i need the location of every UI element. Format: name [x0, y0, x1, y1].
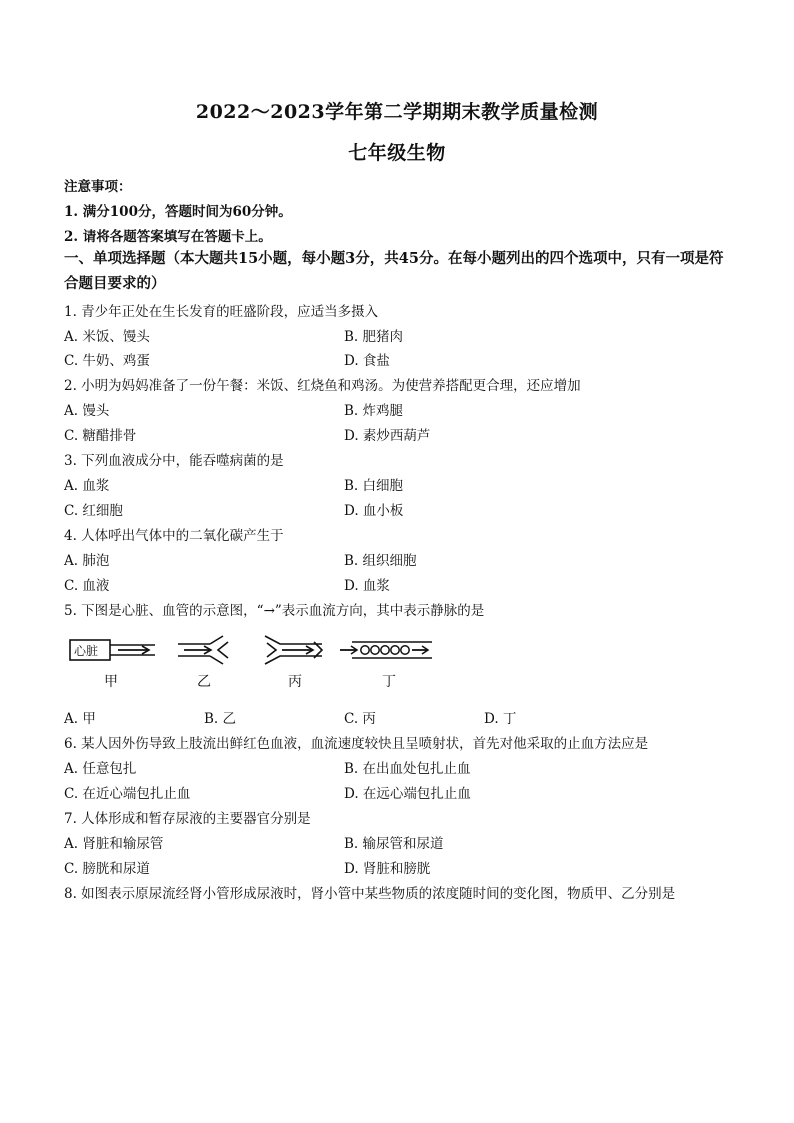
option: D. 丁: [484, 711, 517, 727]
vessel-diagram: [60, 628, 440, 696]
figure-label-ding: 丁: [382, 674, 396, 690]
question-stem: 2. 小明为妈妈准备了一份午餐：米饭、红烧鱼和鸡汤。为使营养搭配更合理，还应增加: [64, 378, 581, 394]
option: D. 肾脏和膀胱: [344, 861, 431, 877]
heart-label: 心脏: [74, 644, 99, 658]
option: B. 乙: [204, 711, 237, 727]
figure-label-jia: 甲: [104, 674, 118, 690]
vessel-ding-figure: [340, 642, 432, 658]
page-subtitle: 七年级生物: [348, 142, 446, 164]
question-stem: 7. 人体形成和暂存尿液的主要器官分别是: [64, 811, 311, 827]
option: A. 任意包扎: [64, 761, 137, 777]
figure-label-bing: 丙: [288, 674, 302, 690]
vessel-bing-figure: [265, 636, 322, 664]
option: A. 肺泡: [64, 553, 110, 569]
figure-label-yi: 乙: [197, 674, 211, 690]
option: A. 米饭、馒头: [64, 329, 150, 345]
option: D. 素炒西葫芦: [344, 428, 431, 444]
option: B. 输尿管和尿道: [344, 836, 444, 852]
question-stem: 6. 某人因外伤导致上肢流出鲜红色血液，血流速度较快且呈喷射状，首先对他采取的止血方法应是: [64, 736, 649, 752]
option: C. 丙: [344, 711, 376, 727]
option: A. 肾脏和输尿管: [64, 836, 164, 852]
option: B. 在出血处包扎止血: [344, 761, 471, 777]
question-stem: 5. 下图是心脏、血管的示意图，“→”表示血流方向，其中表示静脉的是: [64, 603, 485, 619]
option: A. 血浆: [64, 478, 110, 494]
notice-item: 2. 请将各题答案填写在答题卡上。: [64, 229, 272, 245]
question-stem: 3. 下列血液成分中，能吞噬病菌的是: [64, 453, 284, 469]
question-stem: 1. 青少年正处在生长发育的旺盛阶段，应适当多摄入: [64, 304, 379, 320]
vessel-yi-figure: [178, 636, 228, 664]
option: D. 食盐: [344, 353, 390, 369]
page-title: 2022～2023学年第二学期期末教学质量检测: [195, 101, 599, 123]
option: B. 炸鸡腿: [344, 403, 404, 419]
option: D. 血小板: [344, 503, 404, 519]
option: B. 组织细胞: [344, 553, 417, 569]
option: B. 肥猪肉: [344, 329, 404, 345]
option: C. 膀胱和尿道: [64, 861, 150, 877]
option: C. 红细胞: [64, 503, 123, 519]
option: A. 馒头: [64, 403, 110, 419]
option: C. 血液: [64, 578, 110, 594]
option: A. 甲: [64, 711, 96, 727]
option: C. 牛奶、鸡蛋: [64, 353, 150, 369]
option: D. 血浆: [344, 578, 390, 594]
option: D. 在远心端包扎止血: [344, 786, 471, 802]
notice-heading: 注意事项：: [64, 179, 132, 195]
option: B. 白细胞: [344, 478, 404, 494]
question-stem: 8. 如图表示原尿流经肾小管形成尿液时，肾小管中某些物质的浓度随时间的变化图，物质甲、乙分别是: [64, 886, 676, 902]
option: C. 在近心端包扎止血: [64, 786, 191, 802]
option: C. 糖醋排骨: [64, 428, 137, 444]
notice-item: 1. 满分100分，答题时间为60分钟。: [64, 204, 292, 220]
question-stem: 4. 人体呼出气体中的二氧化碳产生于: [64, 528, 284, 544]
section-heading: 一、单项选择题（本大题共15小题，每小题3分，共45分。在每小题列出的四个选项中，只有一项是符合题目要求的）: [64, 250, 724, 292]
